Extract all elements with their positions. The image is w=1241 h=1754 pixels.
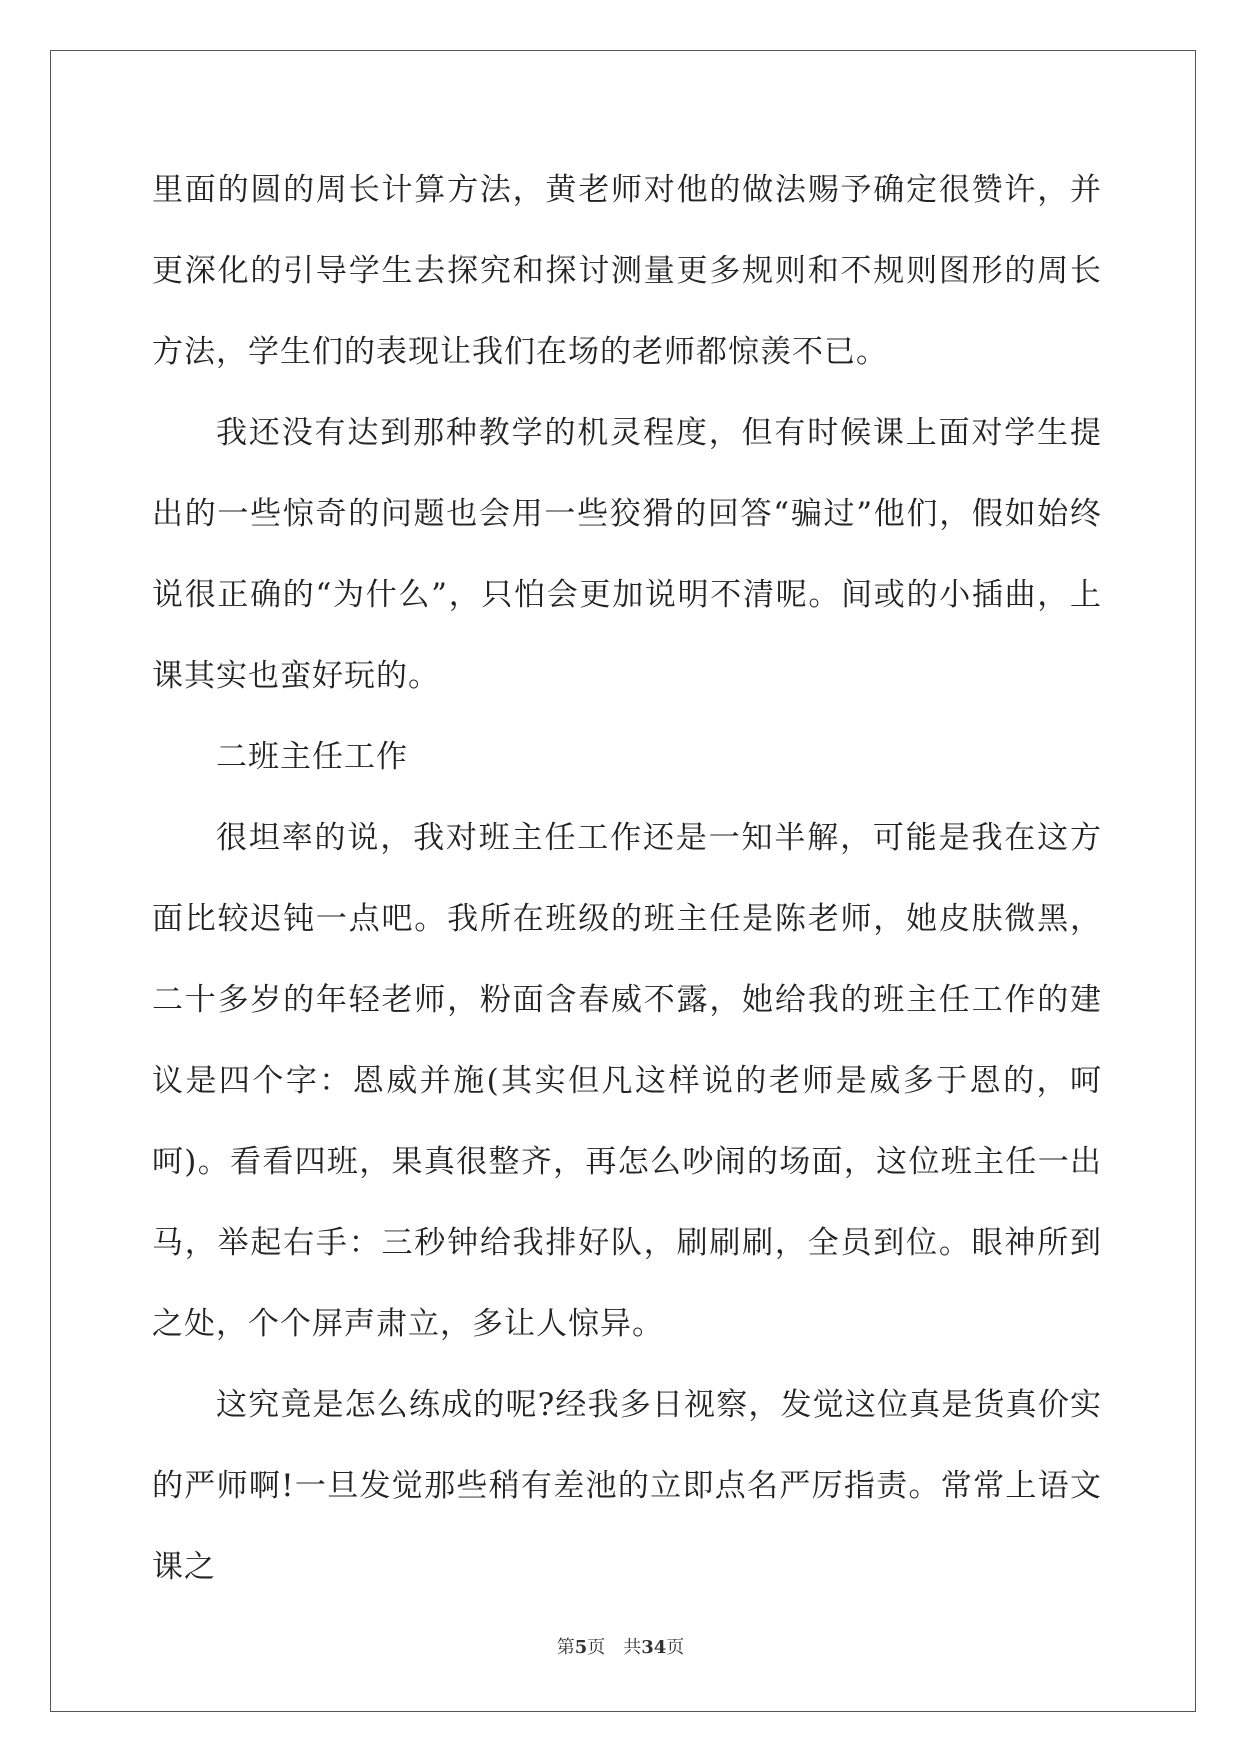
page-footer: [0, 1633, 1241, 1659]
page-suffix: 页: [587, 1637, 606, 1658]
page-prefix: 第: [556, 1637, 575, 1658]
paragraph-2: 我还没有达到那种教学的机灵程度，但有时候课上面对学生提出的一些惊奇的问题也会用一些狡猾的回答“骗过”他们，假如始终说很正确的“为什么”，只怕会更加说明不清呢。间或的小插曲，上课其实也蛮好玩的。: [152, 415, 1102, 694]
paragraph-3: 很坦率的说，我对班主任工作还是一知半解，可能是我在这方面比较迟钝一点吧。我所在班级的班主任是陈老师，她皮肤微黑，二十多岁的年轻老师，粉面含春威不露，她给我的班主任工作的建议是四个字：恩威并施(其实但凡这样说的老师是威多于恩的，呵呵)。看看四班，果真很整齐，再怎么吵闹的场面，这位班主任一出马，举起右手：三秒钟给我排好队，刷刷刷，全员到位。眼神所到之处，个个屏声肃立，多让人惊异。: [152, 820, 1102, 1342]
paragraph-4: 这究竟是怎么练成的呢?经我多日视察，发觉这位真是货真价实的严师啊!一旦发觉那些稍有差池的立即点名严厉指责。常常上语文课之: [152, 1387, 1102, 1585]
total-suffix: 页: [666, 1637, 685, 1658]
page-number: 5: [574, 1637, 588, 1658]
document-body: [152, 150, 1102, 1608]
paragraph-1: 里面的圆的周长计算方法，黄老师对他的做法赐予确定很赞许，并更深化的引导学生去探究和探讨测量更多规则和不规则图形的周长方法，学生们的表现让我们在场的老师都惊羡不已。: [152, 172, 1102, 370]
section-heading: 二班主任工作: [216, 739, 408, 775]
total-prefix: 共: [623, 1637, 642, 1658]
total-pages: 34: [641, 1637, 667, 1658]
